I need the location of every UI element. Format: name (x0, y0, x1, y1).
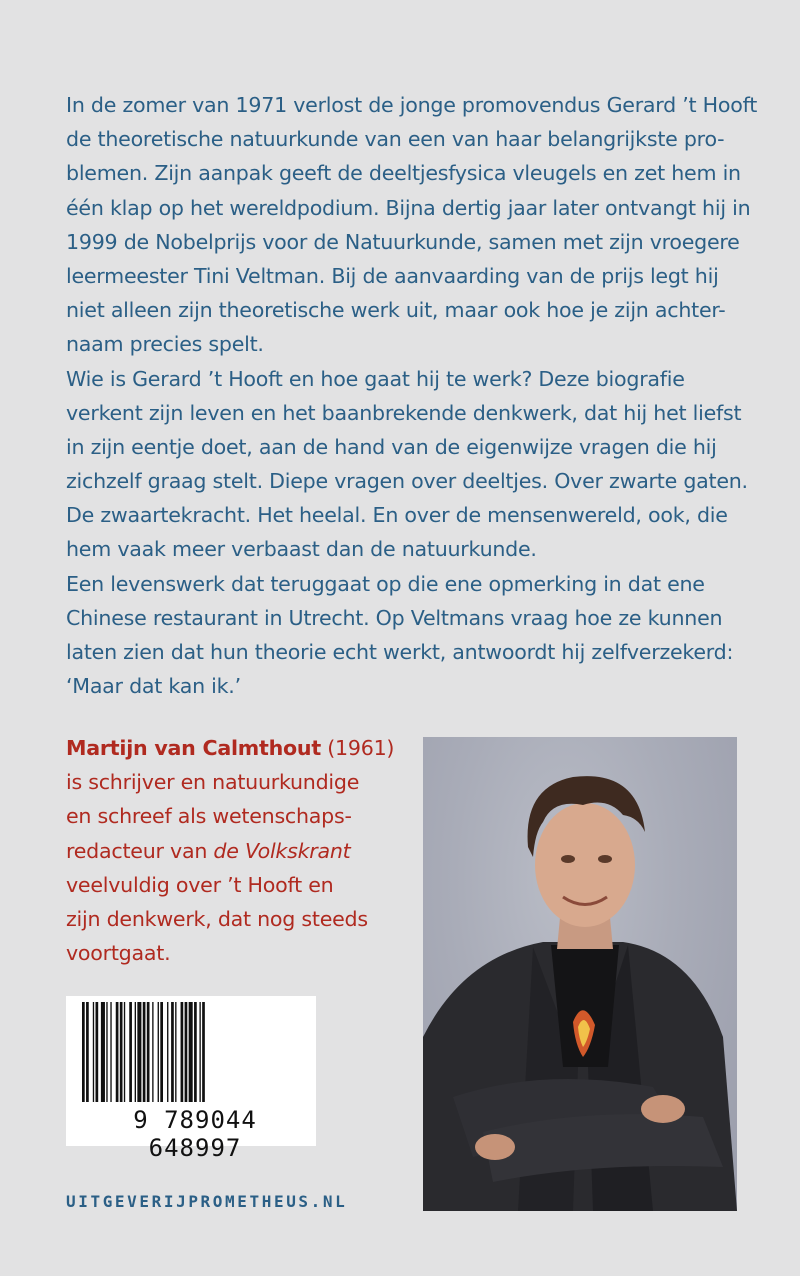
barcode-bar (82, 1002, 85, 1102)
barcode-bar (106, 1002, 107, 1102)
blurb-line: één klap op het wereldpodium. Bijna dertig jaar later ontvangt hij in (66, 195, 751, 220)
blurb-line: Chinese restaurant in Utrecht. Op Veltmans vraag hoe ze kunnen (66, 605, 723, 630)
barcode-bar (158, 1002, 159, 1102)
blurb-line: de theoretische natuurkunde van een van haar belangrijkste pro- (66, 127, 725, 152)
author-bio-line (66, 834, 406, 868)
publisher-website[interactable]: UITGEVERIJPROMETHEUS.NL (66, 1192, 348, 1211)
barcode-bar (147, 1002, 150, 1102)
barcode-bar (152, 1002, 153, 1102)
blurb-line: naam precies spelt. (66, 332, 264, 357)
barcode-bar (124, 1002, 125, 1102)
barcode-bar (116, 1002, 119, 1102)
barcode-bar (167, 1002, 168, 1102)
blurb-line: niet alleen zijn theoretische werk uit, maar ook hoe je zijn achter- (66, 298, 726, 323)
barcode-bar (189, 1002, 193, 1102)
blurb-line: In de zomer van 1971 verlost de jonge promovendus Gerard ’t Hooft (66, 93, 758, 117)
blurb-line: Wie is Gerard ’t Hooft en hoe gaat hij te werk? Deze biografie (66, 366, 685, 391)
barcode-bar (185, 1002, 188, 1102)
barcode-bar (129, 1002, 132, 1102)
barcode-bar (199, 1002, 200, 1102)
blurb-line: in zijn eentje doet, aan de hand van de eigenwijze vragen die hij (66, 434, 717, 459)
blurb-line: De zwaartekracht. Het heelal. En over de mensenwereld, ook, die (66, 503, 728, 528)
blurb-line: zichzelf graag stelt. Diepe vragen over deeltjes. Over zwarte gaten. (66, 469, 748, 494)
isbn-digits: 9 789044 648997 (133, 1106, 257, 1162)
blurb-line: verkent zijn leven en het baanbrekende denkwerk, dat hij het liefst (66, 400, 742, 425)
barcode-bar (137, 1002, 141, 1102)
author-bio-line (66, 731, 406, 765)
barcode-bar (181, 1002, 184, 1102)
author-bio-line: en schreef als wetenschaps- (66, 804, 352, 829)
blurb-line: ‘Maar dat kan ik.’ (66, 674, 241, 699)
author-bio-line: is schrijver en natuurkundige (66, 770, 360, 795)
blurb-line: laten zien dat hun theorie echt werkt, antwoordt hij zelfverzekerd: (66, 640, 734, 664)
blurb-line: blemen. Zijn aanpak geeft de deeltjesfysica vleugels en zet hem in (66, 161, 741, 186)
barcode-bar (110, 1002, 111, 1102)
barcode-bar (93, 1002, 94, 1102)
author-birth-year: (1961) (320, 736, 395, 760)
author-photo (423, 737, 737, 1211)
blurb-line: 1999 de Nobelprijs voor de Natuurkunde, samen met zijn vroegere (66, 229, 740, 254)
barcode-bar (96, 1002, 99, 1102)
barcode-bar (171, 1002, 174, 1102)
barcode-bar (202, 1002, 205, 1102)
barcode-bar (101, 1002, 105, 1102)
barcode-bar (86, 1002, 89, 1102)
blurb-line: Een levenswerk dat teruggaat op die ene opmerking in dat ene (66, 571, 705, 596)
barcode (66, 996, 316, 1162)
barcode-bar (160, 1002, 163, 1102)
barcode-bars (78, 1002, 304, 1102)
barcode-bar (135, 1002, 136, 1102)
author-portrait-illustration (423, 737, 737, 1211)
blurb-line: leermeester Tini Veltman. Bij de aanvaarding van de prijs legt hij (66, 263, 719, 288)
newspaper-name: de Volkskrant (213, 838, 351, 863)
blurb-text (66, 88, 758, 703)
author-bio-line: voortgaat. (66, 941, 171, 966)
barcode-bar (194, 1002, 197, 1102)
blurb-line: hem vaak meer verbaast dan de natuurkunde. (66, 537, 537, 562)
author-bio-text: redacteur van (66, 838, 214, 863)
author-bio (66, 731, 406, 970)
author-name: Martijn van Calmthout (66, 736, 321, 760)
barcode-bar (143, 1002, 146, 1102)
author-bio-line: zijn denkwerk, dat nog steeds (66, 906, 368, 931)
author-bio-line: veelvuldig over ’t Hooft en (66, 872, 334, 897)
barcode-bar (120, 1002, 123, 1102)
barcode-bar (175, 1002, 176, 1102)
